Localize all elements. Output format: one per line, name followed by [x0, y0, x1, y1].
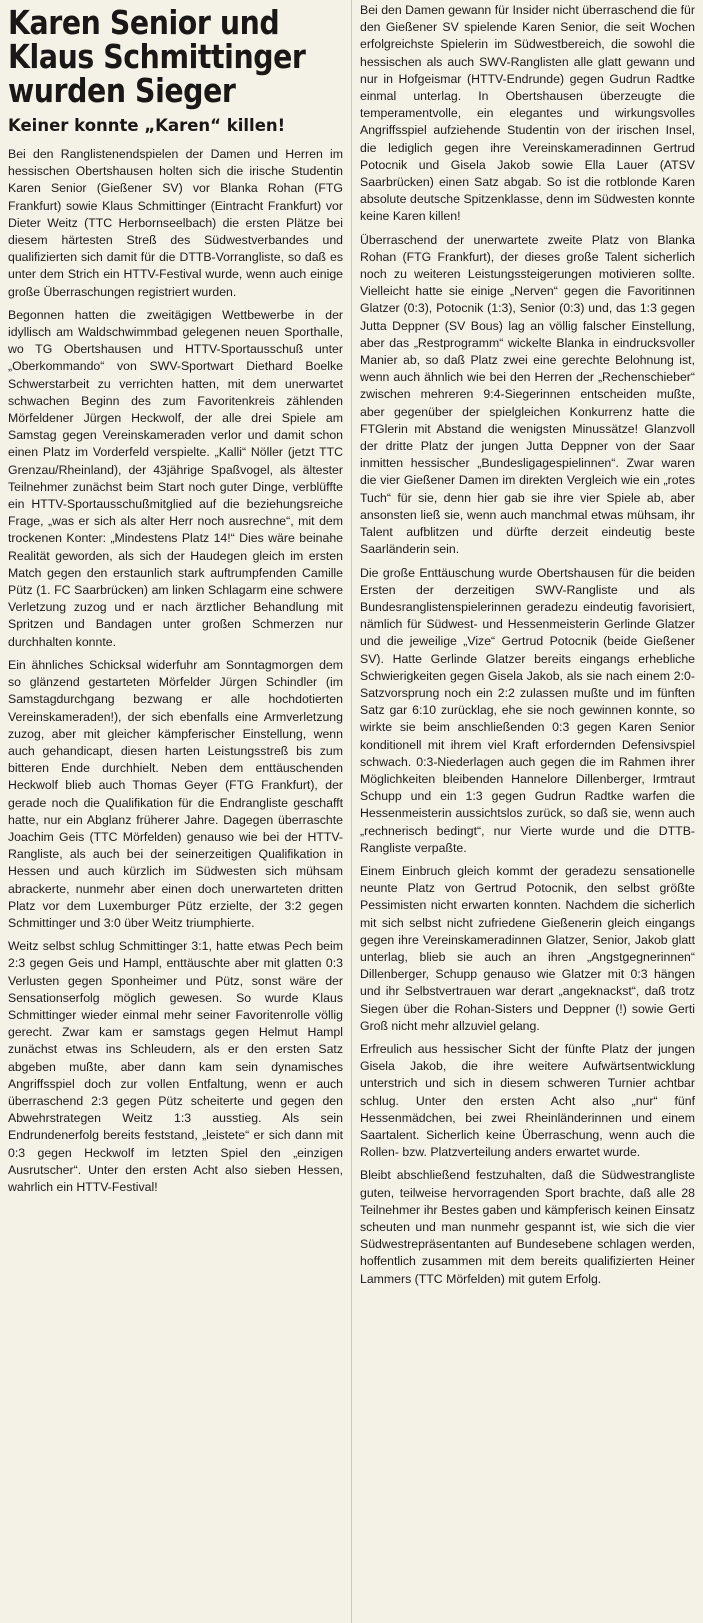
subheadline: Keiner konnte „Karen“ killen!	[8, 116, 286, 135]
left-paragraph-1: Bei den Ranglistenendspielen der Damen und Herren im hessischen Obertshausen holten sich die irische Studentin Karen Senior (Gießener SV) vor Blanka Rohan (FTG Frankfurt) sowie Klaus Schmittinger (Eintracht Frankfurt) vor Dieter Weitz (TTC Herbornseelbach) die ersten Plätze bei diesem härtesten Streß des Südwestverbandes und qualifizierten sich damit für die DTTB-Vorrangliste, so daß es unter dem Strich ein HTTV-Festival wurde, wenn auch einige große Überraschungen registriert wurden.	[8, 147, 343, 299]
left-paragraph-3: Ein ähnliches Schicksal widerfuhr am Sonntagmorgen dem so glänzend gestarteten Mörfelder Jürgen Schindler (im Samstagdurchgang bezwang er alle hochdotierten Vereinskameraden!), der sich ebenfalls eine Armverletzung zuzog, aber mit gleicher kämpferischer Einstellung, wenn auch gehandicapt, diesen harten Leistungsstreß bis zum bitteren Ende durchhielt. Neben dem enttäuschenden Heckwolf blieb auch Thomas Geyer (FTG Frankfurt), der gerade noch die Qualifikation für die Endrangliste geschafft hatte, nur ein Abglanz früherer Jahre. Dagegen überraschte Joachim Geis (TTC Mörfelden) genauso wie bei der HTTV-Rangliste, als auch bei der seinerzeitigen Qualifikation in Hessen und auch kürzlich im Südwesten sich mühsam abrackerte, nunmehr aber einen doch unerwarteten dritten Platz vor dem Luxemburger Pütz erzielte, der 3:2 gegen Schmittinger und 3:0 über Weitz triumphierte.	[8, 657, 343, 930]
right-paragraph-4: Einem Einbruch gleich kommt der geradezu sensationelle neunte Platz von Gertrud Potocnik, den selbst größte Pessimisten nicht erwarten konnten. Nachdem die sicherlich mit sich selbst nicht zufriedene Gießenerin gleich eingangs gegen ihre Vereinskameradinnen Glatzer, Senior, Jakob glatt unterlag, blieb sie auch an ihren „Angstgegnerinnen“ Dillenberger, Schupp genauso wie Glatzer mit 0:3 hängen und ihr Selbstvertrauen war derart „angeknackst“, daß trotz Siegen über die Rohan-Sisters und Deppner (!) sowie Gerti Groß nicht mehr allzuviel gelang.	[360, 863, 695, 1033]
right-paragraph-3: Die große Enttäuschung wurde Obertshausen für die beiden Ersten der derzeitigen SWV-Rangliste und als Bundesranglistenspielerinnen geradezu eindeutig favorisiert, nämlich für Südwest- und Hessenmeisterin Gerlinde Glatzer und die jeweilige „Vize“ Gertrud Potocnik (beide Gießener SV). Hatte Gerlinde Glatzer bereits eingangs erhebliche Schwierigkeiten gegen Gisela Jakob, als sie nach einem 2:0-Satzvorsprung noch ein 2:2 zulassen mußte und im fünften Satz gar 6:10 zurücklag, ehe sie noch gewinnen konnte, so wirkte sie beim anschließenden 0:3 gegen Karen Senior konditionell mit ihrem viel Kraft erfordernden Defensivspiel schwach. 0:3-Niederlagen auch gegen die im Rahmen ihrer Möglichkeiten bleibenden Hannelore Dillenberger, Irmtraut Schupp und ein 1:3 gegen Gudrun Radtke warfen die Hessenmeisterin aussichtslos zurück, so daß sie, wenn auch „rechnerisch bedingt“, nur Vierte wurde und die DTTB-Rangliste verpaßte.	[360, 565, 695, 855]
left-column	[0, 0, 351, 1623]
headline: Karen Senior und Klaus Schmittinger wurden Sieger	[8, 3, 306, 110]
right-column	[351, 0, 703, 1623]
right-paragraph-6: Bleibt abschließend festzuhalten, daß die Südwestrangliste guten, teilweise hervorragenden Sport brachte, daß alle 28 Teilnehmer ihr Bestes gaben und kämpferisch keinen Einsatz scheuten und man nunmehr gespannt ist, wie sich die vier Südwestrepräsentanten auf Bundesebene schlagen werden, hoffentlich zusammen mit dem bereits qualifizierten Heiner Lammers (TTC Mörfelden) mit gutem Erfolg.	[360, 1168, 695, 1286]
right-paragraph-5: Erfreulich aus hessischer Sicht der fünfte Platz der jungen Gisela Jakob, die ihre weitere Aufwärtsentwicklung unterstrich und sich in diesem schweren Turnier achtbar schlug. Unter den ersten Acht also „nur“ fünf Hessenmädchen, bei zwei Rheinländerinnen und einem Saartalent. Sicherlich keine Überraschung, wenn auch die Rollen- bzw. Platzverteilung anders erwartet wurde.	[360, 1041, 695, 1160]
right-paragraph-2: Überraschend der unerwartete zweite Platz von Blanka Rohan (FTG Frankfurt), der dieses große Talent sicherlich noch zu weiteren Leistungssteigerungen motivieren sollte. Vielleicht hatte sie einige „Nerven“ gegen die Favoritinnen Glatzer (0:3), Potocnik (1:3), Senior (0:3) und, das 1:3 gegen Jutta Deppner (SV Bous) lag an völlig falscher Einstellung, aber das „Restprogramm“ wickelte Blanka in eindrucksvoller Manier ab, so daß Platz zwei eine gerechte Belohnung ist, wenn auch ähnlich wie bei den Herren der „Rechenschieber“ zwischen mehreren 9:4-Siegerinnen entscheiden mußte, aber gegenüber der spielgleichen Konkurrenz hatte die FTGlerin mit Abstand die wenigsten Minussätze! Glanzvoll der dritte Platz der jungen Jutta Deppner von der Saar inmitten hessischer „Bundesligagespielinnen“. Zwar waren die vier Gießener Damen im direkten Vergleich wie ein „rotes Tuch“ für sie, denn hier gab sie ihre vier Spiele ab, aber ansonsten ließ sie, wenn auch manchmal etwas mühsam, ihr Talent aufblitzen und dürfte derzeit eindeutig beste Saarländerin sein.	[360, 232, 695, 557]
left-paragraph-2: Begonnen hatten die zweitägigen Wettbewerbe in der idyllisch am Waldschwimmbad gelegenen neuen Sporthalle, wo TG Obertshausen und HTTV-Sportausschuß unter „Oberkommando“ von SWV-Sportwart Diethard Boelke Schwerstarbeit zu verrichten hatten, mit dem unerwartet schwachen Beginn des zum Favoritenkreis zählenden Mörfeldener Jürgen Heckwolf, der alle drei Spiele am Samstag gegen Vereinskameraden verlor und damit schon einen Platz im Vorderfeld verspielte. „Kalli“ Nöller (jetzt TTC Grenzau/Rheinland), der 43jährige Spaßvogel, als ältester Teilnehmer zunächst beim Start noch guter Dinge, verblüffte ein HTTV-Sportausschußmitglied auf die beziehungsreiche Frage, „was er sich als alter Herr noch ausrechne“, mit dem trockenen Konter: „Mindestens Platz 14!“ Dies wäre beinahe Realität geworden, als sich der Haudegen gleich im ersten Match gegen den erstaunlich stark auftrumpfenden Camille Pütz (1. FC Saarbrücken) am linken Schlagarm eine schwere Verletzung zuzog und er nach ärztlicher Behandlung mit Spritzen und Bandagen unter großen Schmerzen nur durchhalten konnte.	[8, 307, 343, 649]
left-paragraph-4: Weitz selbst schlug Schmittinger 3:1, hatte etwas Pech beim 2:3 gegen Geis und Hampl, enttäuschte aber mit glatten 0:3 Verlusten gegen Sponheimer und Pütz, sonst wäre der Sensationserfolg möglich gewesen. So wurde Klaus Schmittinger wieder einmal mehr seiner Favoritenrolle völlig gerecht. Zwar kam er samstags gegen Helmut Hampl zunächst etwas ins Schleudern, als er den ersten Satz abgeben mußte, aber dann kam sein dynamisches Angriffsspiel doch zur vollen Entfaltung, wenn er auch überraschend 2:3 gegen Pütz scheiterte und gegen den Abwehrstrategen Weitz 1:3 ausstieg. Als sein Endrundenerfolg bereits feststand, „leistete“ er sich dann mit 0:3 gegen Heckwolf im letzten Spiel den „einzigen Ausrutscher“. Unter den ersten Acht also sieben Hessen, wahrlich ein HTTV-Festival!	[8, 939, 343, 1194]
right-paragraph-1: Bei den Damen gewann für Insider nicht überraschend die für den Gießener SV spielende Karen Senior, die seit Wochen erfolgreichste Spielerin im Südwestbereich, die sowohl die hessischen als auch SWV-Ranglisten alle glatt gewann und nur in Hofgeismar (HTTV-Endrunde) gegen Gudrun Radtke einmal unterlag. In Obertshausen überzeugte die temperamentvolle, ein elegantes und wirkungsvolles Angriffsspiel aufziehende Studentin von der irischen Insel, die lediglich gegen ihre Vereinskameradinnen Gertrud Potocnik und Gisela Jakob sowie Ella Lauer (ATSV Saarbrücken) einen Satz abgab. So ist die rotblonde Karen absolute deutsche Spitzenklasse, denn im Südwesten konnte keine Karen killen!	[360, 3, 695, 224]
